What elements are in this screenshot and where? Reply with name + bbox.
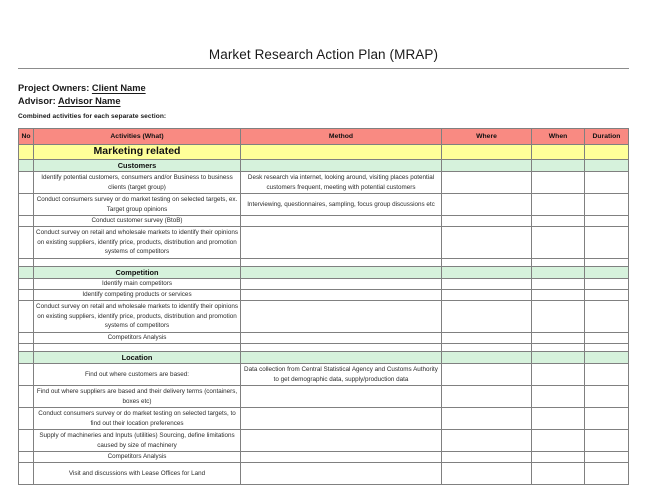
section-title-competition: Competition — [34, 267, 241, 279]
cell-where[interactable] — [442, 172, 532, 194]
cell-when[interactable] — [532, 227, 585, 259]
spacer-no[interactable] — [19, 344, 34, 352]
section-band-method — [241, 352, 442, 364]
table-row[interactable] — [19, 333, 629, 344]
cell-no[interactable] — [19, 216, 34, 227]
cell-duration[interactable] — [585, 408, 629, 430]
section-band-no — [19, 352, 34, 364]
cell-activities[interactable]: Visit and discussions with Lease Offices for Land — [34, 463, 241, 485]
spacer-method[interactable] — [241, 259, 442, 267]
cell-where[interactable] — [442, 290, 532, 301]
cell-method[interactable]: Interviewing, questionnaires, sampling, focus group discussions etc — [241, 194, 442, 216]
table-row[interactable] — [19, 194, 629, 216]
spacer-when[interactable] — [532, 344, 585, 352]
cell-duration[interactable] — [585, 430, 629, 452]
cell-where[interactable] — [442, 430, 532, 452]
cell-when[interactable] — [532, 430, 585, 452]
cell-when[interactable] — [532, 364, 585, 386]
project-owners-line — [18, 82, 146, 95]
main-band-method — [241, 145, 442, 160]
cell-method[interactable] — [241, 463, 442, 485]
cell-no[interactable] — [19, 452, 34, 463]
cell-where[interactable] — [442, 386, 532, 408]
section-band-where — [442, 160, 532, 172]
spacer-activities[interactable] — [34, 259, 241, 267]
mrap-table — [18, 128, 629, 485]
cell-when[interactable] — [532, 408, 585, 430]
cell-when[interactable] — [532, 290, 585, 301]
spacer-row[interactable] — [19, 259, 629, 267]
section-title-location: Location — [34, 352, 241, 364]
section-band-method — [241, 267, 442, 279]
cell-method[interactable] — [241, 227, 442, 259]
cell-method[interactable] — [241, 216, 442, 227]
section-band-when — [532, 267, 585, 279]
cell-when[interactable] — [532, 463, 585, 485]
advisor-value: Advisor Name — [57, 96, 121, 106]
section-band-customers — [19, 160, 629, 172]
cell-where[interactable] — [442, 301, 532, 333]
section-band-competition — [19, 267, 629, 279]
section-band-duration — [585, 352, 629, 364]
cell-no[interactable] — [19, 430, 34, 452]
section-band-where — [442, 352, 532, 364]
project-owners-label: Project Owners: — [18, 83, 90, 93]
cell-where[interactable] — [442, 333, 532, 344]
combined-activities-note: Combined activities for each separate section: — [18, 113, 167, 120]
cell-where[interactable] — [442, 408, 532, 430]
cell-method[interactable] — [241, 430, 442, 452]
cell-where[interactable] — [442, 364, 532, 386]
column-header-method: Method — [241, 129, 442, 145]
cell-activities[interactable]: Conduct customer survey (BtoB) — [34, 216, 241, 227]
main-band-title: Marketing related — [34, 145, 241, 160]
cell-where[interactable] — [442, 227, 532, 259]
cell-no[interactable] — [19, 279, 34, 290]
cell-duration[interactable] — [585, 227, 629, 259]
column-header-no: No — [19, 129, 34, 145]
cell-no[interactable] — [19, 290, 34, 301]
main-band-where — [442, 145, 532, 160]
cell-activities[interactable]: Identify main competitors — [34, 279, 241, 290]
main-band-duration — [585, 145, 629, 160]
main-band-when — [532, 145, 585, 160]
spacer-duration[interactable] — [585, 259, 629, 267]
cell-no[interactable] — [19, 301, 34, 333]
spacer-activities[interactable] — [34, 344, 241, 352]
cell-method[interactable] — [241, 452, 442, 463]
cell-when[interactable] — [532, 452, 585, 463]
table-row[interactable] — [19, 364, 629, 386]
cell-method[interactable] — [241, 279, 442, 290]
advisor-label: Advisor: — [18, 96, 56, 106]
section-band-location — [19, 352, 629, 364]
cell-duration[interactable] — [585, 463, 629, 485]
table-row[interactable] — [19, 216, 629, 227]
section-band-when — [532, 160, 585, 172]
cell-activities[interactable]: Conduct consumers survey or do market testing on selected targets, to find out their location preferences — [34, 408, 241, 430]
cell-where[interactable] — [442, 194, 532, 216]
cell-where[interactable] — [442, 216, 532, 227]
cell-when[interactable] — [532, 216, 585, 227]
cell-when[interactable] — [532, 301, 585, 333]
cell-no[interactable] — [19, 227, 34, 259]
table-row[interactable] — [19, 408, 629, 430]
section-band-duration — [585, 267, 629, 279]
spacer-row[interactable] — [19, 344, 629, 352]
spacer-duration[interactable] — [585, 344, 629, 352]
cell-method[interactable]: Data collection from Central Statistical Agency and Customs Authority to get demographic data, supply/production data — [241, 364, 442, 386]
cell-activities[interactable]: Conduct survey on retail and wholesale markets to identify their opinions on existing suppliers, identify price, products, distribution and promotion systems of competitors — [34, 301, 241, 333]
section-band-no — [19, 160, 34, 172]
main-band-no — [19, 145, 34, 160]
section-title-customers: Customers — [34, 160, 241, 172]
cell-method[interactable] — [241, 301, 442, 333]
cell-no[interactable] — [19, 172, 34, 194]
cell-duration[interactable] — [585, 290, 629, 301]
table-row[interactable] — [19, 301, 629, 333]
table-row[interactable] — [19, 290, 629, 301]
title-divider — [18, 68, 629, 69]
cell-duration[interactable] — [585, 194, 629, 216]
cell-activities[interactable]: Conduct consumers survey or do market testing on selected targets, ex. Target group opinions — [34, 194, 241, 216]
cell-method[interactable] — [241, 386, 442, 408]
cell-when[interactable] — [532, 386, 585, 408]
spacer-where[interactable] — [442, 344, 532, 352]
cell-activities[interactable]: Competitors Analysis — [34, 333, 241, 344]
cell-method[interactable] — [241, 408, 442, 430]
cell-duration[interactable] — [585, 279, 629, 290]
advisor-line — [18, 95, 146, 108]
column-header-when: When — [532, 129, 585, 145]
section-band-method — [241, 160, 442, 172]
cell-no[interactable] — [19, 194, 34, 216]
cell-method[interactable] — [241, 333, 442, 344]
section-band-where — [442, 267, 532, 279]
project-owners-value: Client Name — [91, 83, 146, 93]
spacer-method[interactable] — [241, 344, 442, 352]
cell-activities[interactable]: Conduct survey on retail and wholesale markets to identify their opinions on existing suppliers, identify price, products, distribution and promotion systems of competitors — [34, 227, 241, 259]
table-row[interactable] — [19, 386, 629, 408]
cell-duration[interactable] — [585, 386, 629, 408]
table-header-row — [19, 129, 629, 145]
table-row[interactable] — [19, 172, 629, 194]
cell-activities[interactable]: Find out where customers are based: — [34, 364, 241, 386]
cell-duration[interactable] — [585, 364, 629, 386]
spacer-where[interactable] — [442, 259, 532, 267]
cell-no[interactable] — [19, 364, 34, 386]
table-row[interactable] — [19, 463, 629, 485]
spacer-when[interactable] — [532, 259, 585, 267]
table-row[interactable] — [19, 227, 629, 259]
section-band-duration — [585, 160, 629, 172]
cell-no[interactable] — [19, 463, 34, 485]
table-row[interactable] — [19, 279, 629, 290]
cell-no[interactable] — [19, 408, 34, 430]
cell-activities[interactable]: Supply of machineries and Inputs (utilities) Sourcing, define limitations caused by size of machinery — [34, 430, 241, 452]
cell-duration[interactable] — [585, 452, 629, 463]
spacer-no[interactable] — [19, 259, 34, 267]
main-band-row — [19, 145, 629, 160]
cell-duration[interactable] — [585, 301, 629, 333]
cell-method[interactable]: Desk research via internet, looking around, visiting places potential customers frequent, meeting with potential customers — [241, 172, 442, 194]
page-title: Market Research Action Plan (MRAP) — [208, 47, 439, 62]
cell-activities[interactable]: Identify competing products or services — [34, 290, 241, 301]
table-row[interactable] — [19, 452, 629, 463]
cell-duration[interactable] — [585, 333, 629, 344]
cell-when[interactable] — [532, 279, 585, 290]
section-band-no — [19, 267, 34, 279]
cell-duration[interactable] — [585, 172, 629, 194]
project-meta — [18, 82, 146, 108]
cell-method[interactable] — [241, 290, 442, 301]
cell-no[interactable] — [19, 386, 34, 408]
cell-activities[interactable]: Identify potential customers, consumers and/or Business to business clients (target group) — [34, 172, 241, 194]
cell-when[interactable] — [532, 333, 585, 344]
cell-where[interactable] — [442, 463, 532, 485]
cell-where[interactable] — [442, 279, 532, 290]
column-header-where: Where — [442, 129, 532, 145]
cell-activities[interactable]: Competitors Analysis — [34, 452, 241, 463]
cell-no[interactable] — [19, 333, 34, 344]
table-row[interactable] — [19, 430, 629, 452]
cell-where[interactable] — [442, 452, 532, 463]
section-band-when — [532, 352, 585, 364]
cell-when[interactable] — [532, 172, 585, 194]
cell-duration[interactable] — [585, 216, 629, 227]
column-header-activities: Activities (What) — [34, 129, 241, 145]
column-header-duration: Duration — [585, 129, 629, 145]
cell-activities[interactable]: Find out where suppliers are based and their delivery terms (containers, boxes etc) — [34, 386, 241, 408]
cell-when[interactable] — [532, 194, 585, 216]
